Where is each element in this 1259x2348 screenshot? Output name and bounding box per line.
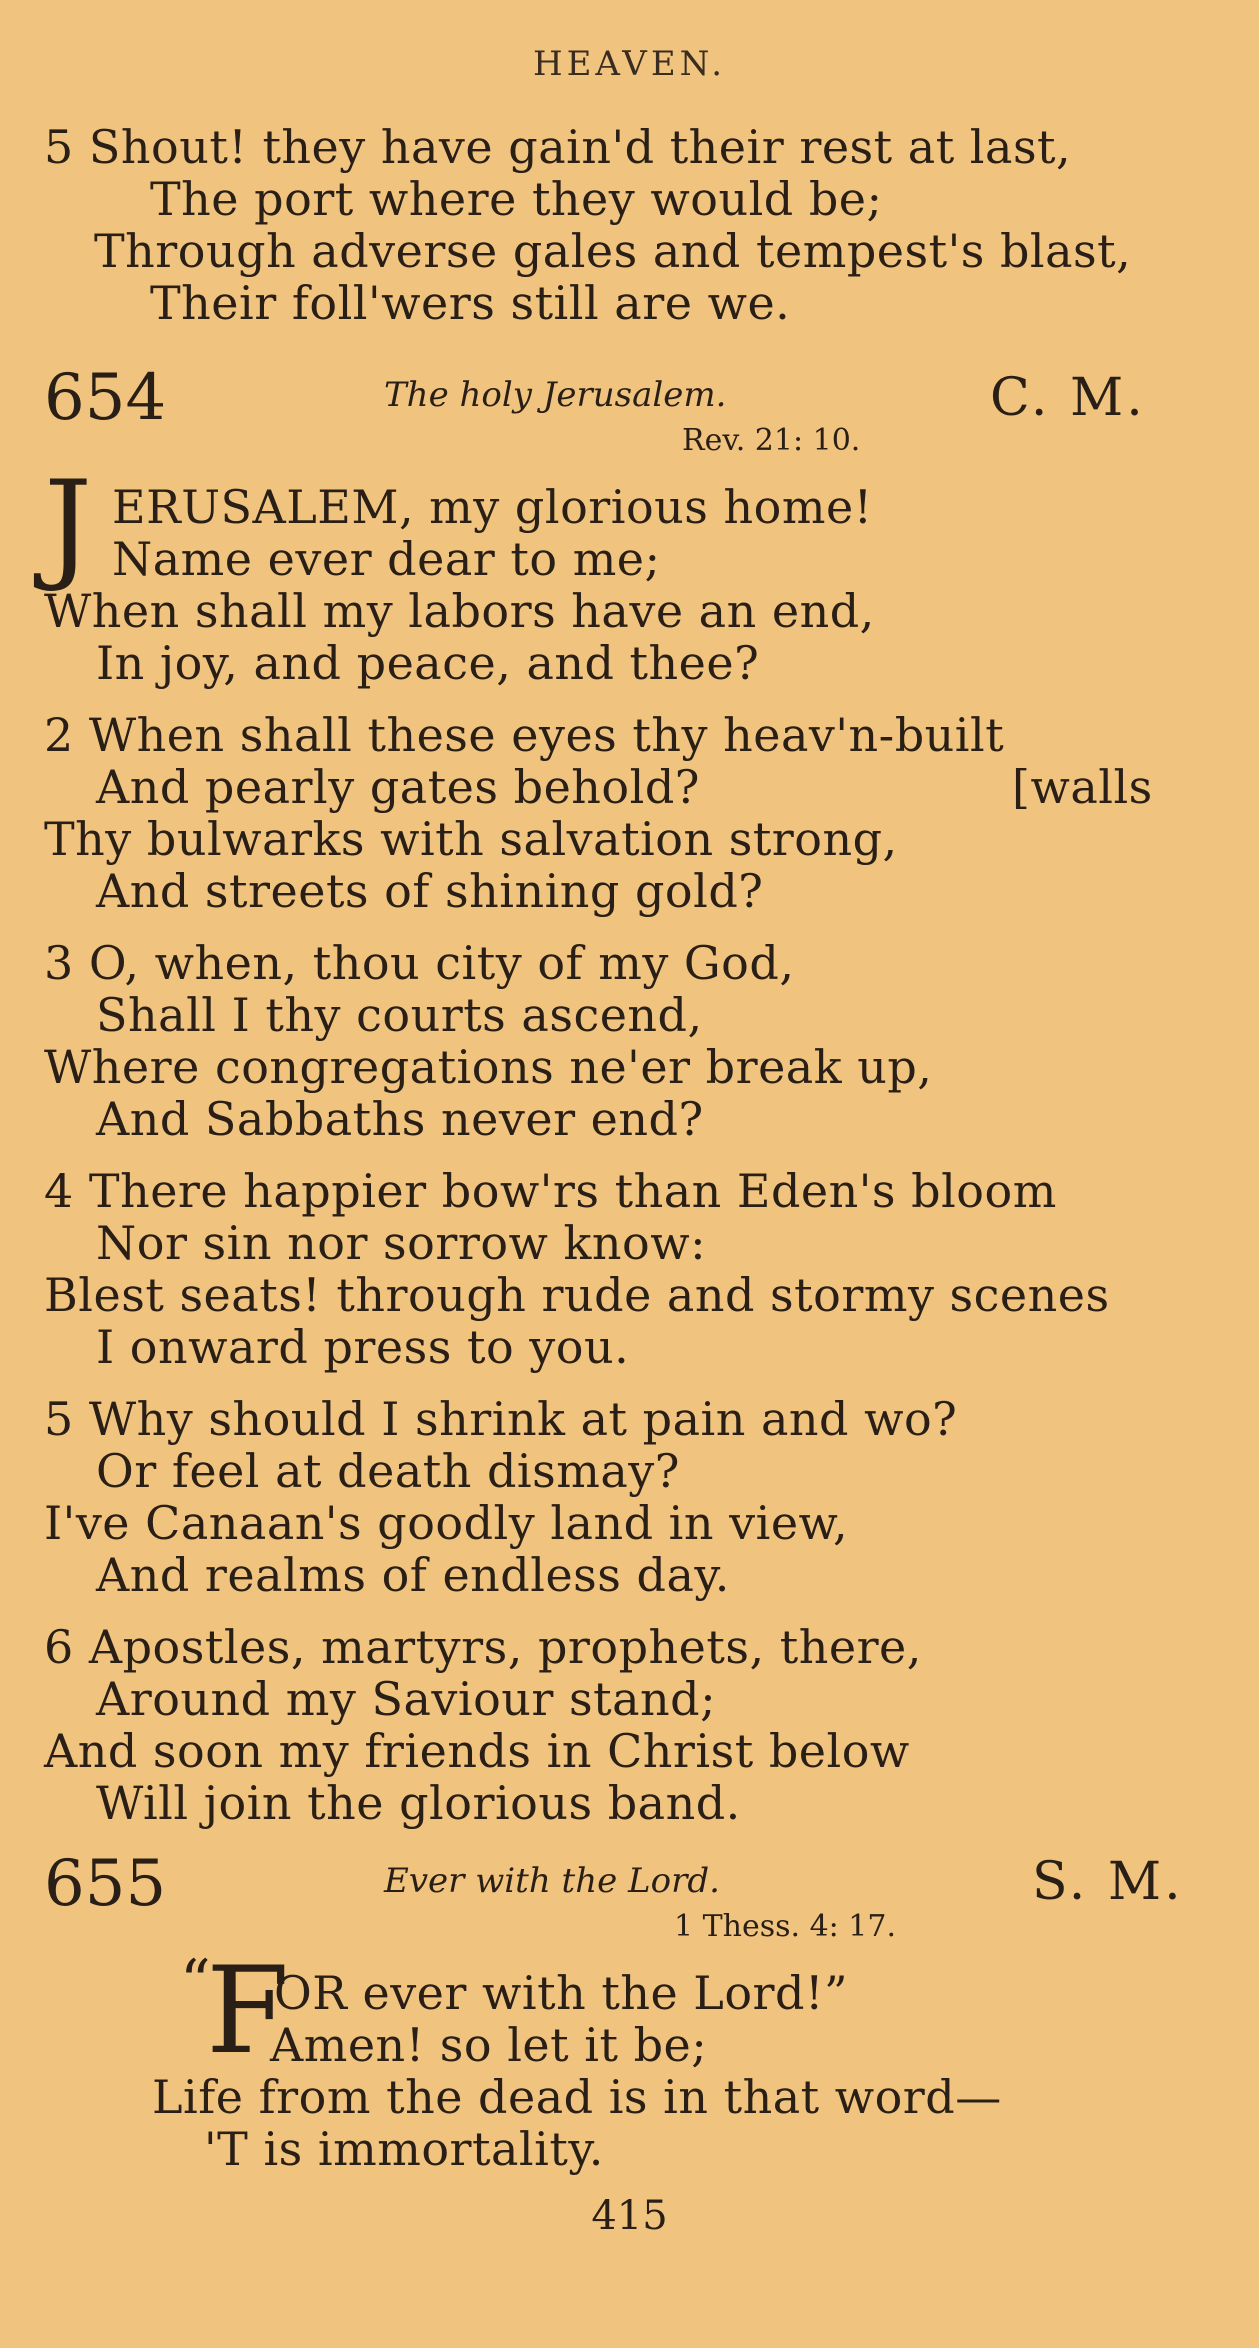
scripture-reference: 1 Thess. 4: 17.: [674, 1909, 897, 1944]
verse-line: Will join the glorious band.: [96, 1776, 741, 1830]
verse-line: And pearly gates behold?: [96, 760, 700, 814]
verse-line: Through adverse gales and tempest's blast,: [94, 224, 1132, 278]
hymn-number: 655: [44, 1847, 167, 1921]
verse-line: 6 Apostles, martyrs, prophets, there,: [44, 1620, 922, 1674]
verse-line: I've Canaan's goodly land in view,: [44, 1496, 849, 1550]
hymn-meter: C. M.: [990, 368, 1146, 428]
verse-line: In joy, and peace, and thee?: [96, 636, 760, 690]
verse-line: Thy bulwarks with salvation strong,: [44, 812, 898, 866]
verse-line: Around my Saviour stand;: [96, 1672, 717, 1726]
verse-line: 'T is immortality.: [204, 2122, 604, 2176]
verse-line: ERUSALEM, my glorious home!: [112, 480, 873, 534]
drop-cap: F: [206, 1942, 290, 2081]
verse-line: Amen! so let it be;: [270, 2018, 708, 2072]
verse-line: I onward press to you.: [96, 1320, 630, 1374]
verse-line: And realms of endless day.: [96, 1548, 730, 1602]
verse-line: Shall I thy courts ascend,: [96, 988, 703, 1042]
verse-line: Name ever dear to me;: [112, 532, 661, 586]
page-header: HEAVEN.: [532, 44, 727, 84]
verse-line: OR ever with the Lord!”: [274, 1966, 848, 2020]
verse-line: And streets of shining gold?: [96, 864, 764, 918]
verse-line: 4 There happier bow'rs than Eden's bloom: [44, 1164, 1057, 1218]
verse-line: Or feel at death dismay?: [96, 1444, 680, 1498]
verse-line: Nor sin nor sorrow know:: [96, 1216, 707, 1270]
scripture-reference: Rev. 21: 10.: [682, 423, 861, 458]
drop-cap: J: [44, 456, 93, 595]
verse-line: Blest seats! through rude and stormy scenes: [44, 1268, 1110, 1322]
hymn-number: 654: [44, 361, 167, 435]
verse-line: And Sabbaths never end?: [96, 1092, 704, 1146]
verse-line: Their foll'wers still are we.: [150, 276, 791, 330]
open-quote: “: [180, 1947, 211, 2017]
verse-line: 3 O, when, thou city of my God,: [44, 936, 795, 990]
verse-line: 5 Why should I shrink at pain and wo?: [44, 1392, 958, 1446]
hymn-title: Ever with the Lord.: [384, 1861, 720, 1901]
verse-line: 5 Shout! they have gain'd their rest at last,: [44, 120, 1072, 174]
verse-line: And soon my friends in Christ below: [44, 1724, 910, 1778]
verse-line-overflow: [walls: [1012, 760, 1153, 814]
verse-line: 2 When shall these eyes thy heav'n-built: [44, 708, 1005, 762]
verse-line: Where congregations ne'er break up,: [44, 1040, 933, 1094]
hymn-meter: S. M.: [1032, 1852, 1184, 1912]
verse-line: Life from the dead is in that word—: [152, 2070, 1002, 2124]
verse-line: When shall my labors have an end,: [44, 584, 875, 638]
verse-line: The port where they would be;: [150, 172, 883, 226]
page-number: 415: [591, 2193, 668, 2239]
hymn-title: The holy Jerusalem.: [384, 375, 727, 415]
